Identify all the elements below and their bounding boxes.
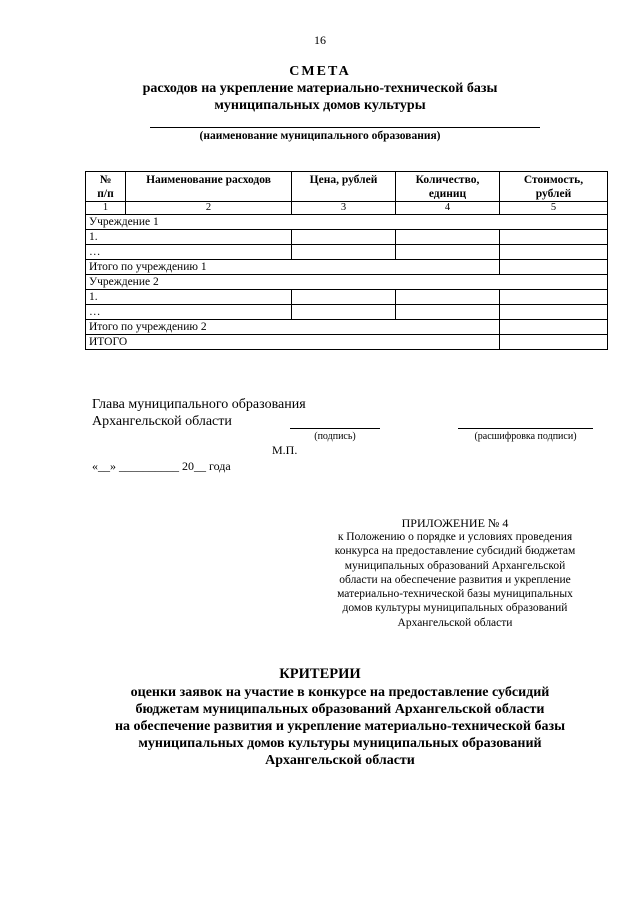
column-number: 4 (396, 202, 500, 215)
appendix-text-line: Архангельской области (397, 616, 513, 629)
table-row (86, 230, 608, 245)
signature-line (290, 428, 380, 429)
smeta-title: СМЕТА (289, 64, 351, 79)
criteria-title: КРИТЕРИИ (279, 666, 361, 682)
quantity-cell (396, 245, 500, 260)
column-numbers-row (86, 202, 608, 215)
table-row (86, 260, 608, 275)
cost-cell (500, 305, 608, 320)
table-row (86, 320, 608, 335)
municipality-label: (наименование муниципального образования) (199, 130, 441, 142)
criteria-text (80, 684, 600, 769)
header-quantity: Количество, единиц (396, 172, 500, 202)
table-row (86, 335, 608, 350)
table-row (86, 275, 608, 290)
appendix-text-line: материально-технической базы муниципальных (337, 588, 573, 601)
appendix-text-line: области на обеспечение развития и укрепление (339, 573, 571, 586)
institution-2-cell: Учреждение 2 (86, 275, 608, 290)
smeta-subtitle-line: расходов на укрепление материально-технической базы (142, 81, 498, 96)
signatory-title-line: Архангельской области (92, 414, 232, 429)
price-cell (292, 305, 396, 320)
criteria-text-line: муниципальных домов культуры муниципальных образований (138, 736, 542, 751)
signature-decoding-caption: (расшифровка подписи) (474, 431, 577, 442)
criteria-text-line: на обеспечение развития и укрепление материально-технической базы (114, 719, 566, 734)
cost-cell (500, 320, 608, 335)
cost-cell (500, 245, 608, 260)
column-number: 5 (500, 202, 608, 215)
quantity-cell (396, 290, 500, 305)
criteria-text-line: бюджетам муниципальных образований Архангельской области (135, 702, 545, 717)
institution-1-cell: Учреждение 1 (86, 215, 608, 230)
signatory-title-line: Глава муниципального образования (92, 397, 306, 412)
signature-decoding-line (458, 428, 593, 429)
price-cell (292, 290, 396, 305)
price-cell (292, 230, 396, 245)
total-institution-1-cell: Итого по учреждению 1 (86, 260, 500, 275)
quantity-cell (396, 230, 500, 245)
appendix-text-line: муниципальных образований Архангельской (344, 559, 566, 572)
header-cost: Стоимость, рублей (500, 172, 608, 202)
page-number: 16 (314, 33, 326, 47)
table-row (86, 305, 608, 320)
item-cell: … (86, 305, 292, 320)
column-number: 1 (86, 202, 126, 215)
table-row (86, 245, 608, 260)
smeta-subtitle-line: муниципальных домов культуры (214, 98, 426, 113)
appendix-title: ПРИЛОЖЕНИЕ № 4 (401, 516, 509, 530)
appendix-text-line: к Положению о порядке и условиях проведения (337, 531, 573, 543)
signature-caption: (подпись) (314, 431, 356, 442)
smeta-subtitle (0, 80, 640, 114)
item-cell: 1. (86, 230, 292, 245)
column-number: 3 (292, 202, 396, 215)
header-expense-name: Наименование расходов (126, 172, 292, 202)
quantity-cell (396, 305, 500, 320)
grand-total-cell: ИТОГО (86, 335, 500, 350)
item-cell: … (86, 245, 292, 260)
table-row (86, 215, 608, 230)
cost-cell (500, 290, 608, 305)
stamp-label: М.П. (272, 443, 298, 457)
table-header-row (86, 172, 608, 202)
cost-cell (500, 260, 608, 275)
date-line: «__» __________ 20__ года (92, 459, 231, 473)
table-row (86, 290, 608, 305)
column-number: 2 (126, 202, 292, 215)
header-number: № п/п (86, 172, 126, 202)
criteria-text-line: Архангельской области (265, 753, 415, 768)
cost-cell (500, 230, 608, 245)
total-institution-2-cell: Итого по учреждению 2 (86, 320, 500, 335)
smeta-table (85, 171, 608, 350)
appendix-text-line: конкурса на предоставление субсидий бюджетам (334, 545, 576, 558)
price-cell (292, 245, 396, 260)
signatory-title (92, 396, 306, 430)
cost-cell (500, 335, 608, 350)
item-cell: 1. (86, 290, 292, 305)
municipality-blank-line (150, 127, 540, 128)
appendix-text (316, 530, 594, 630)
header-price: Цена, рублей (292, 172, 396, 202)
criteria-text-line: оценки заявок на участие в конкурсе на предоставление субсидий (130, 685, 550, 700)
appendix-text-line: домов культуры муниципальных образований (342, 602, 568, 615)
